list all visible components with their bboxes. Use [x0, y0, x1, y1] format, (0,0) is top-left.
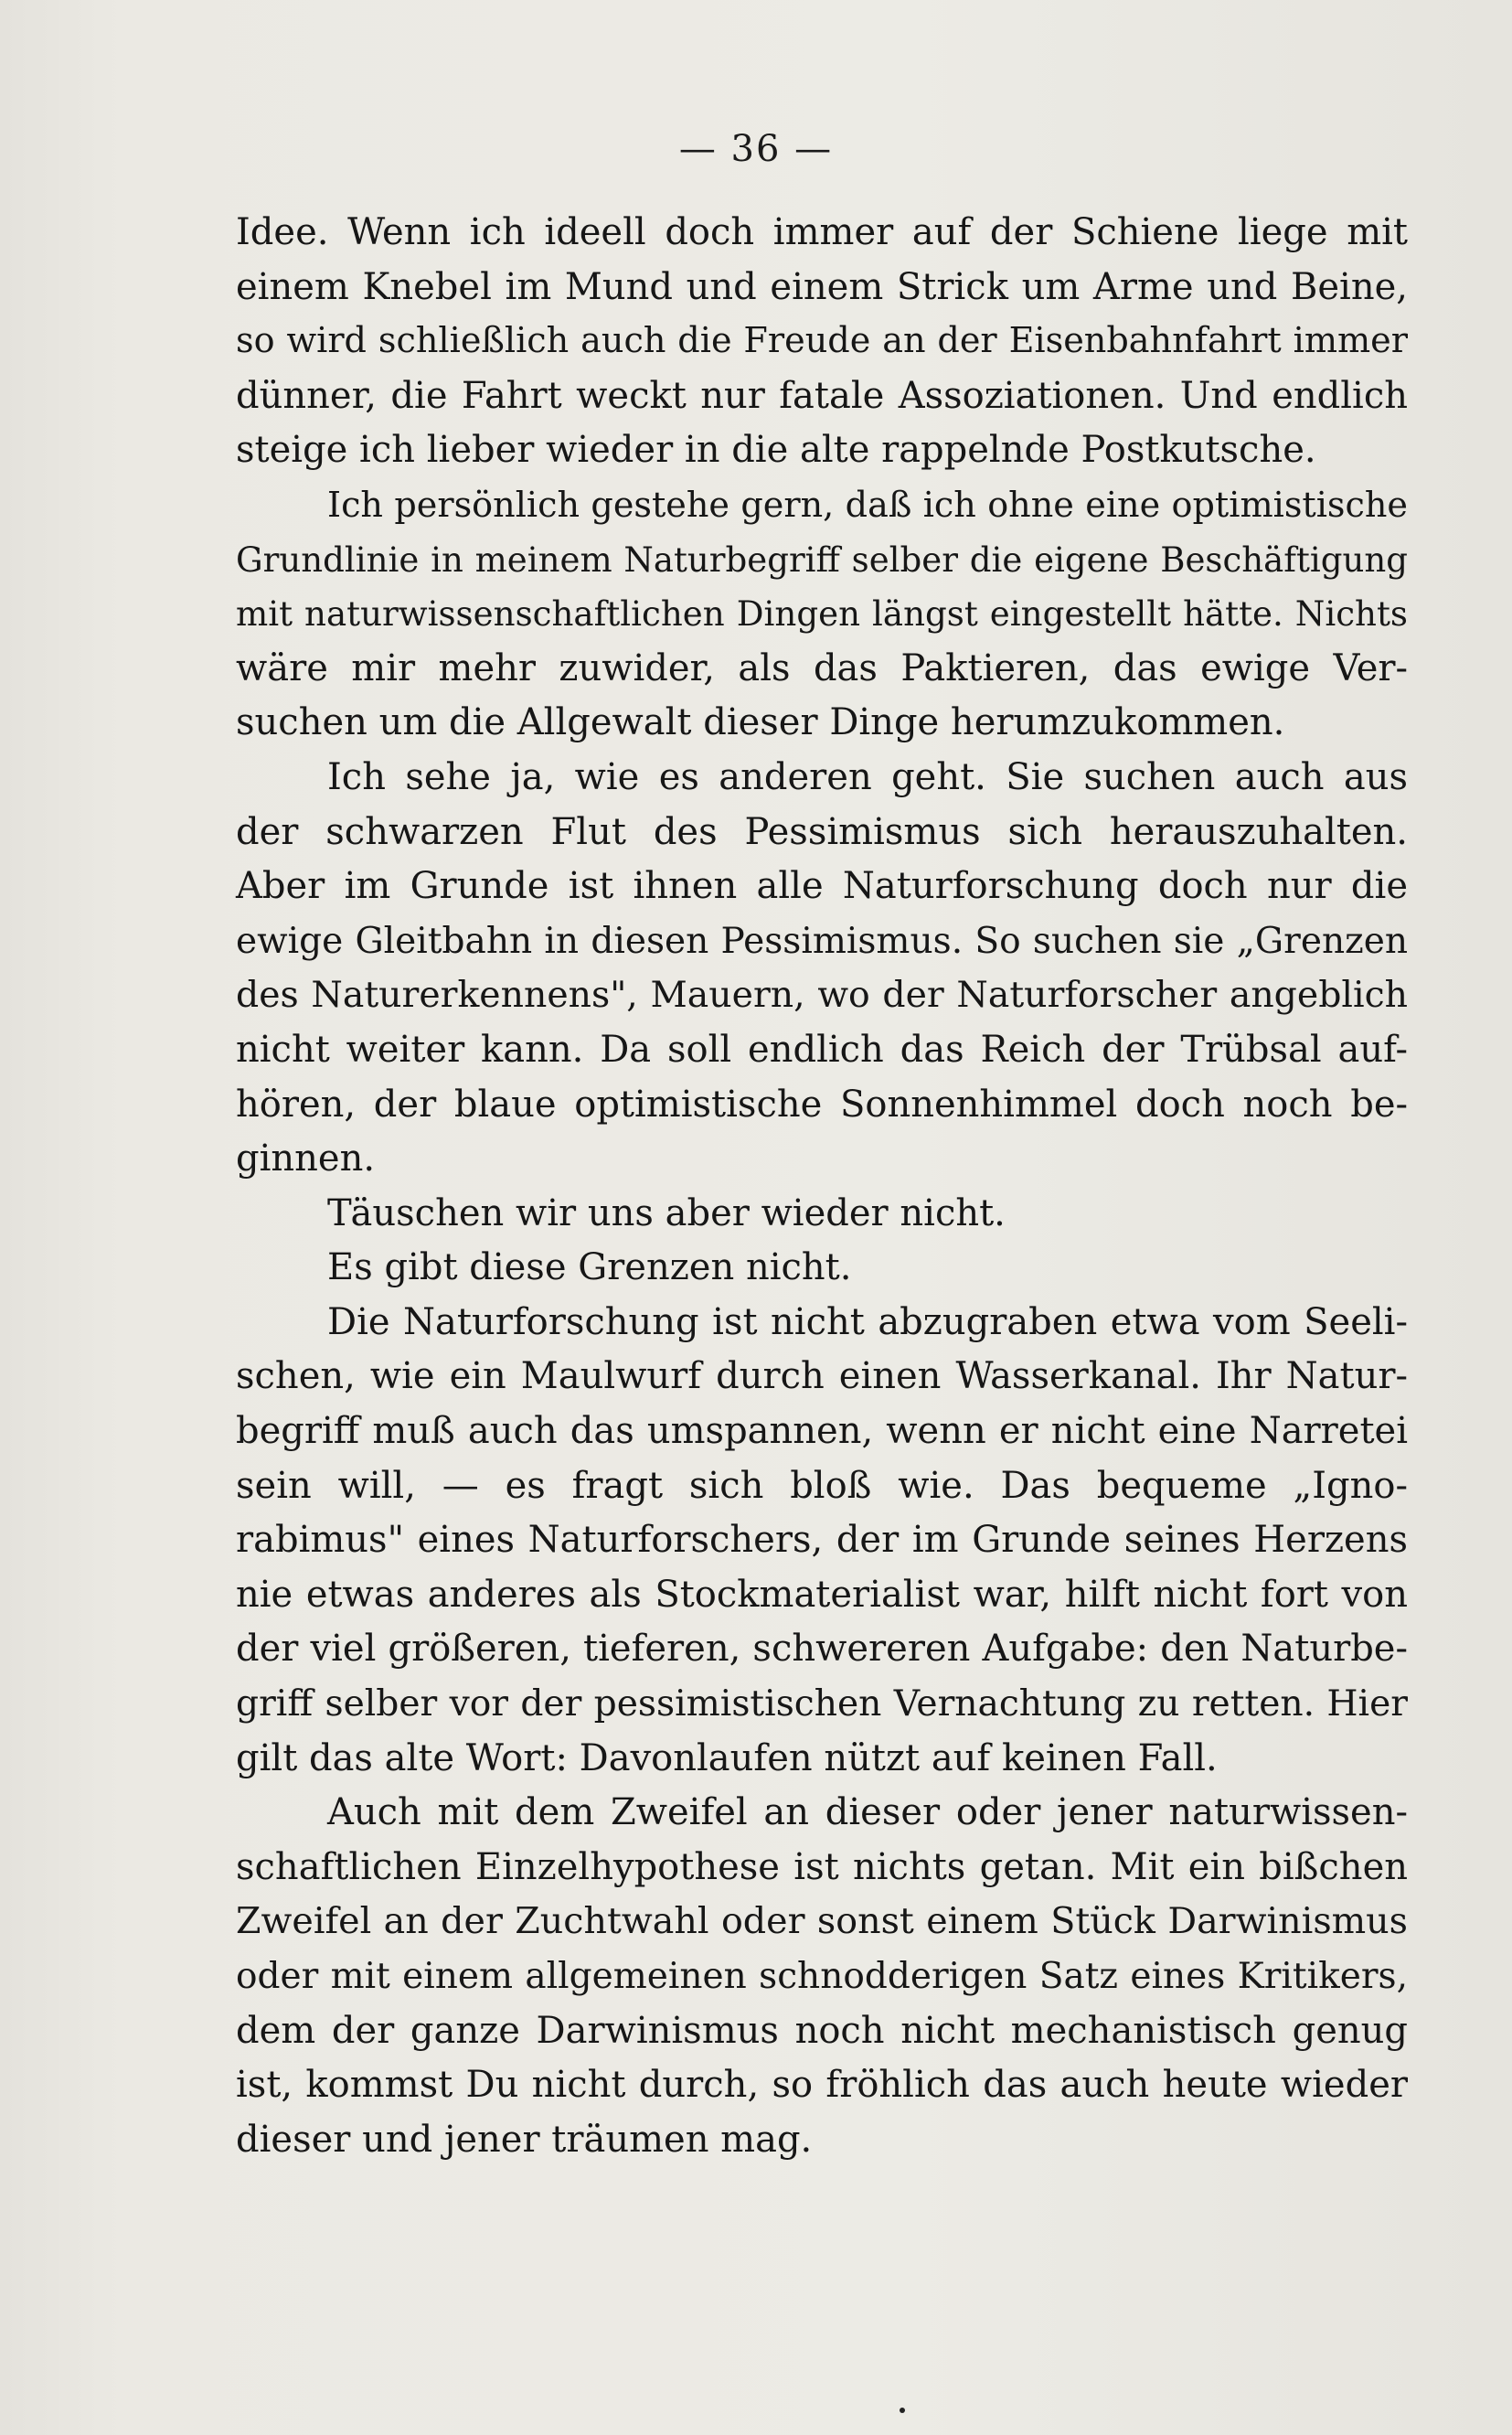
body-text	[236, 206, 1408, 2167]
text-line: mit naturwissenschaftlichen Dingen längst eingestellt hätte. Nichts	[236, 593, 1408, 635]
text-line: dieser und jener träumen mag.	[236, 2118, 813, 2161]
text-line: hören, der blaue optimistische Sonnenhimmel doch noch be-	[236, 1083, 1408, 1126]
text-line: steige ich lieber wieder in die alte rappelnde Postkutsche.	[236, 429, 1316, 472]
text-line: so wird schließlich auch die Freude an der Eisenbahnfahrt immer	[236, 321, 1408, 362]
text-line: Auch mit dem Zweifel an dieser oder jener naturwissen-	[327, 1791, 1408, 1834]
text-line: schen, wie ein Maulwurf durch einen Wasserkanal. Ihr Natur-	[236, 1355, 1408, 1398]
page-number: — 36 —	[678, 128, 834, 170]
text-line: suchen um die Allgewalt dieser Dinge herumzukommen.	[236, 701, 1285, 744]
text-line: Die Naturforschung ist nicht abzugraben etwa vom Seeli-	[327, 1300, 1408, 1343]
text-line: Zweifel an der Zuchtwahl oder sonst einem Stück Darwinismus	[236, 1900, 1408, 1943]
text-line: des Naturerkennens", Mauern, wo der Naturforscher angeblich	[236, 974, 1408, 1017]
text-line: nie etwas anderes als Stockmaterialist war, hilft nicht fort von	[236, 1573, 1408, 1616]
text-line: begriff muß auch das umspannen, wenn er nicht eine Narretei	[236, 1410, 1408, 1453]
text-line: der viel größeren, tieferen, schwereren Aufgabe: den Naturbe-	[236, 1628, 1408, 1671]
text-line: nicht weiter kann. Da soll endlich das Reich der Trübsal auf-	[236, 1028, 1408, 1071]
text-line: Idee. Wenn ich ideell doch immer auf der Schiene liege mit	[236, 211, 1408, 253]
text-line: schaftlichen Einzelhypothese ist nichts getan. Mit ein bißchen	[236, 1845, 1408, 1888]
text-line: Täuschen wir uns aber wieder nicht.	[327, 1191, 1006, 1234]
text-line: griff selber vor der pessimistischen Vernachtung zu retten. Hier	[236, 1683, 1408, 1725]
text-line: sein will, — es fragt sich bloß wie. Das bequeme „Igno-	[236, 1464, 1408, 1507]
text-line: ewige Gleitbahn in diesen Pessimismus. So suchen sie „Grenzen	[236, 920, 1408, 962]
text-line: dünner, die Fahrt weckt nur fatale Assoziationen. Und endlich	[236, 374, 1408, 417]
text-line: Grundlinie in meinem Naturbegriff selber die eigene Beschäftigung	[236, 539, 1408, 580]
text-line: rabimus" eines Naturforschers, der im Grunde seines Herzens	[236, 1519, 1408, 1562]
text-line: einem Knebel im Mund und einem Strick um Arme und Beine,	[236, 265, 1408, 308]
text-line: der schwarzen Flut des Pessimismus sich herauszuhalten.	[236, 810, 1408, 853]
text-line: Ich persönlich gestehe gern, daß ich ohne eine optimistische	[327, 484, 1408, 525]
text-line: oder mit einem allgemeinen schnodderigen Satz eines Kritikers,	[236, 1956, 1408, 1997]
text-line: gilt das alte Wort: Davonlaufen nützt auf keinen Fall.	[236, 1736, 1218, 1779]
paper-speck	[900, 2408, 905, 2413]
text-line: ist, kommst Du nicht durch, so fröhlich das auch heute wieder	[236, 2064, 1408, 2107]
text-line: wäre mir mehr zuwider, als das Paktieren, das ewige Ver-	[236, 646, 1408, 689]
text-line: ginnen.	[236, 1137, 376, 1180]
text-line: Ich sehe ja, wie es anderen geht. Sie suchen auch aus	[327, 755, 1408, 798]
text-line: Aber im Grunde ist ihnen alle Naturforschung doch nur die	[236, 865, 1408, 908]
text-line: Es gibt diese Grenzen nicht.	[327, 1246, 852, 1289]
text-line: dem der ganze Darwinismus noch nicht mechanistisch genug	[236, 2009, 1408, 2052]
